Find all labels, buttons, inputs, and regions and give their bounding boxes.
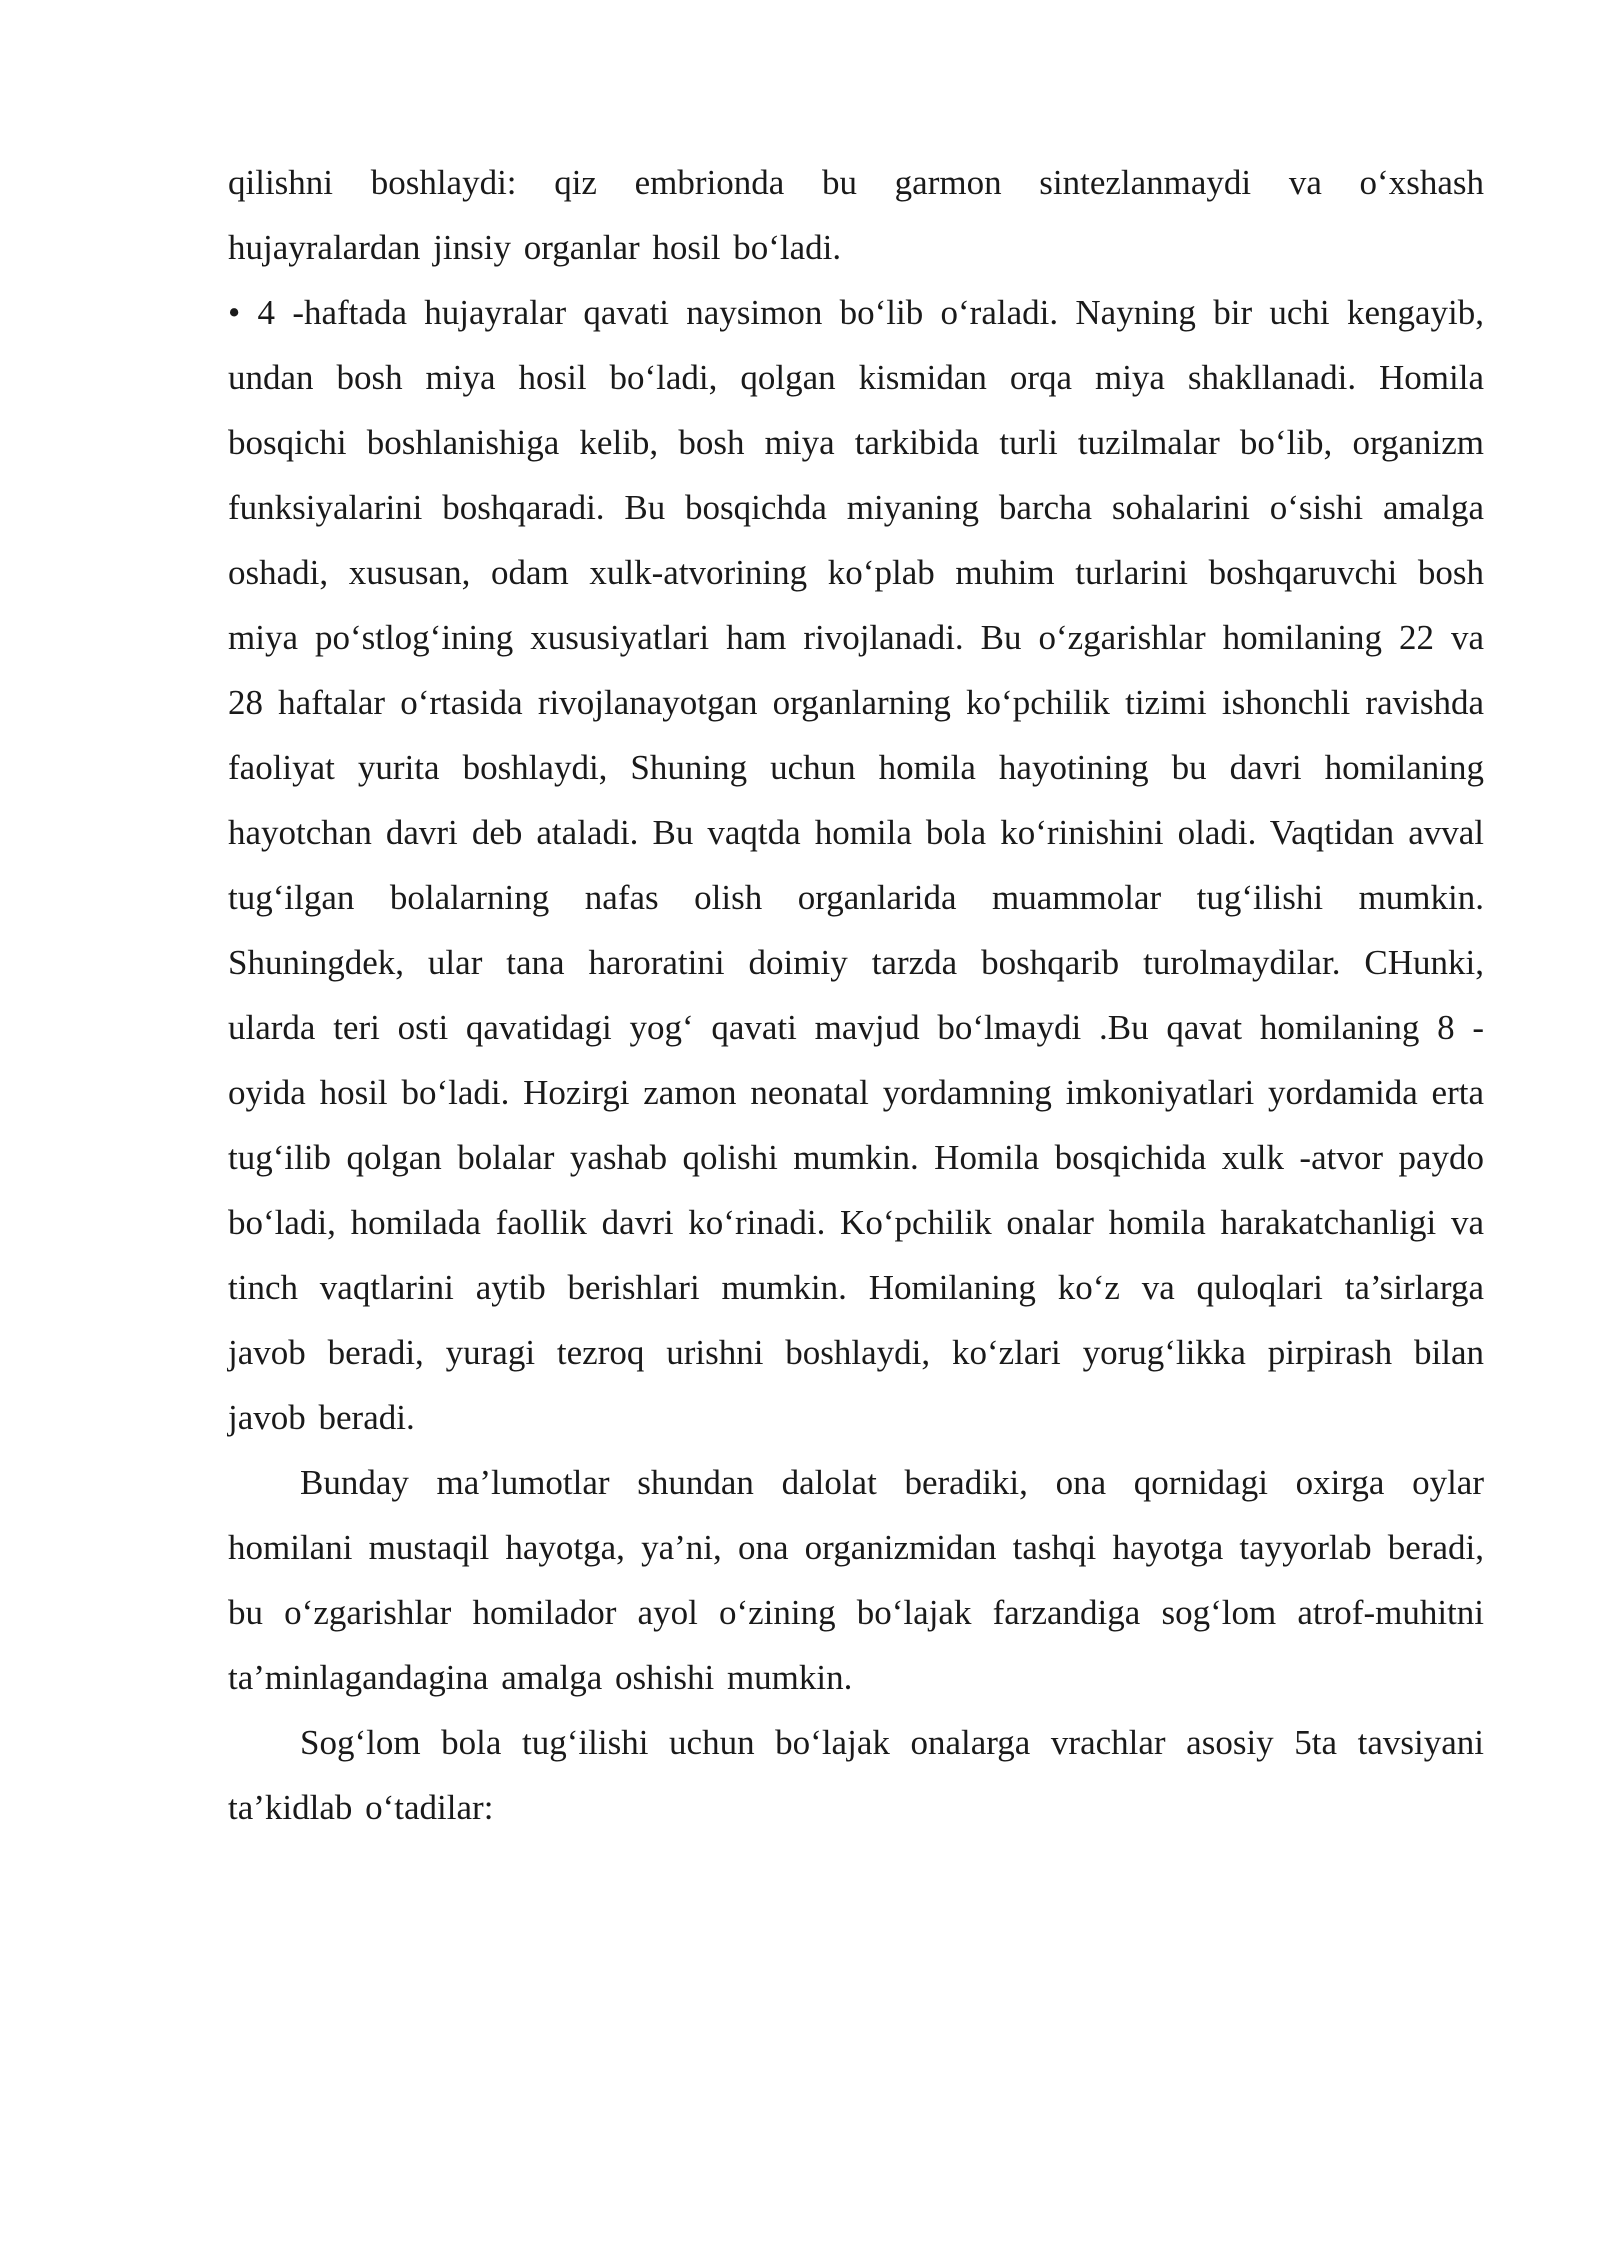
paragraph-4: Sog‘lom bola tug‘ilishi uchun bo‘lajak onalarga vrachlar asosiy 5ta tavsiyani ta’kidlab o‘tadilar: [228,1723,1484,1827]
paragraph-2-bullet: • 4 -haftada hujayralar qavati naysimon bo‘lib o‘raladi. Nayning bir uchi kengayib, undan bosh miya hosil bo‘ladi, qolgan kismidan orqa miya shakllanadi. Homila bosqichi boshlanishiga kelib, bosh miya tarkibida turli tuzilmalar bo‘lib, organizm funksiyalarini boshqaradi. Bu bosqichda miyaning barcha sohalarini o‘sishi amalga oshadi, xususan, odam xulk-atvorining ko‘plab muhim turlarini boshqaruvchi bosh miya po‘stlog‘ining xususiyatlari ham rivojlanadi. Bu o‘zgarishlar homilaning 22 va 28 haftalar o‘rtasida rivojlanayotgan organlarning ko‘pchilik tizimi ishonchli ravishda faoliyat yurita boshlaydi, Shuning uchun homila hayotining bu davri homilaning hayotchan davri deb ataladi. Bu vaqtda homila bola ko‘rinishini oladi. Vaqtidan avval tug‘ilgan bolalarning nafas olish organlarida muammolar tug‘ilishi mumkin. Shuningdek, ular tana haroratini doimiy tarzda boshqarib turolmaydilar. CHunki, ularda teri osti qavatidagi yog‘ qavati mavjud bo‘lmaydi .Bu qavat homilaning 8 - oyida hosil bo‘ladi. Hozirgi zamon neonatal yordamning imkoniyatlari yordamida erta tug‘ilib qolgan bolalar yashab qolishi mumkin. Homila bosqichida xulk -atvor paydo bo‘ladi, homilada faollik davri ko‘rinadi. Ko‘pchilik onalar homila harakatchanligi va tinch vaqtlarini aytib berishlari mumkin. Homilaning ko‘z va quloqlari ta’sirlarga javob beradi, yuragi tezroq urishni boshlaydi, ko‘zlari yorug‘likka pirpirash bilan javob beradi. [228,293,1484,1437]
paragraph-1: qilishni boshlaydi: qiz embrionda bu garmon sintezlanmaydi va o‘xshash hujayralardan jinsiy organlar hosil bo‘ladi. [228,163,1484,267]
paragraph-3: Bunday ma’lumotlar shundan dalolat beradiki, ona qornidagi oxirga oylar homilani mustaqil hayotga, ya’ni, ona organizmidan tashqi hayotga tayyorlab beradi, bu o‘zgarishlar homilador ayol o‘zining bo‘lajak farzandiga sog‘lom atrof-muhitni ta’minlagandagina amalga oshishi mumkin. [228,1463,1484,1697]
document-body [228,150,1484,1840]
